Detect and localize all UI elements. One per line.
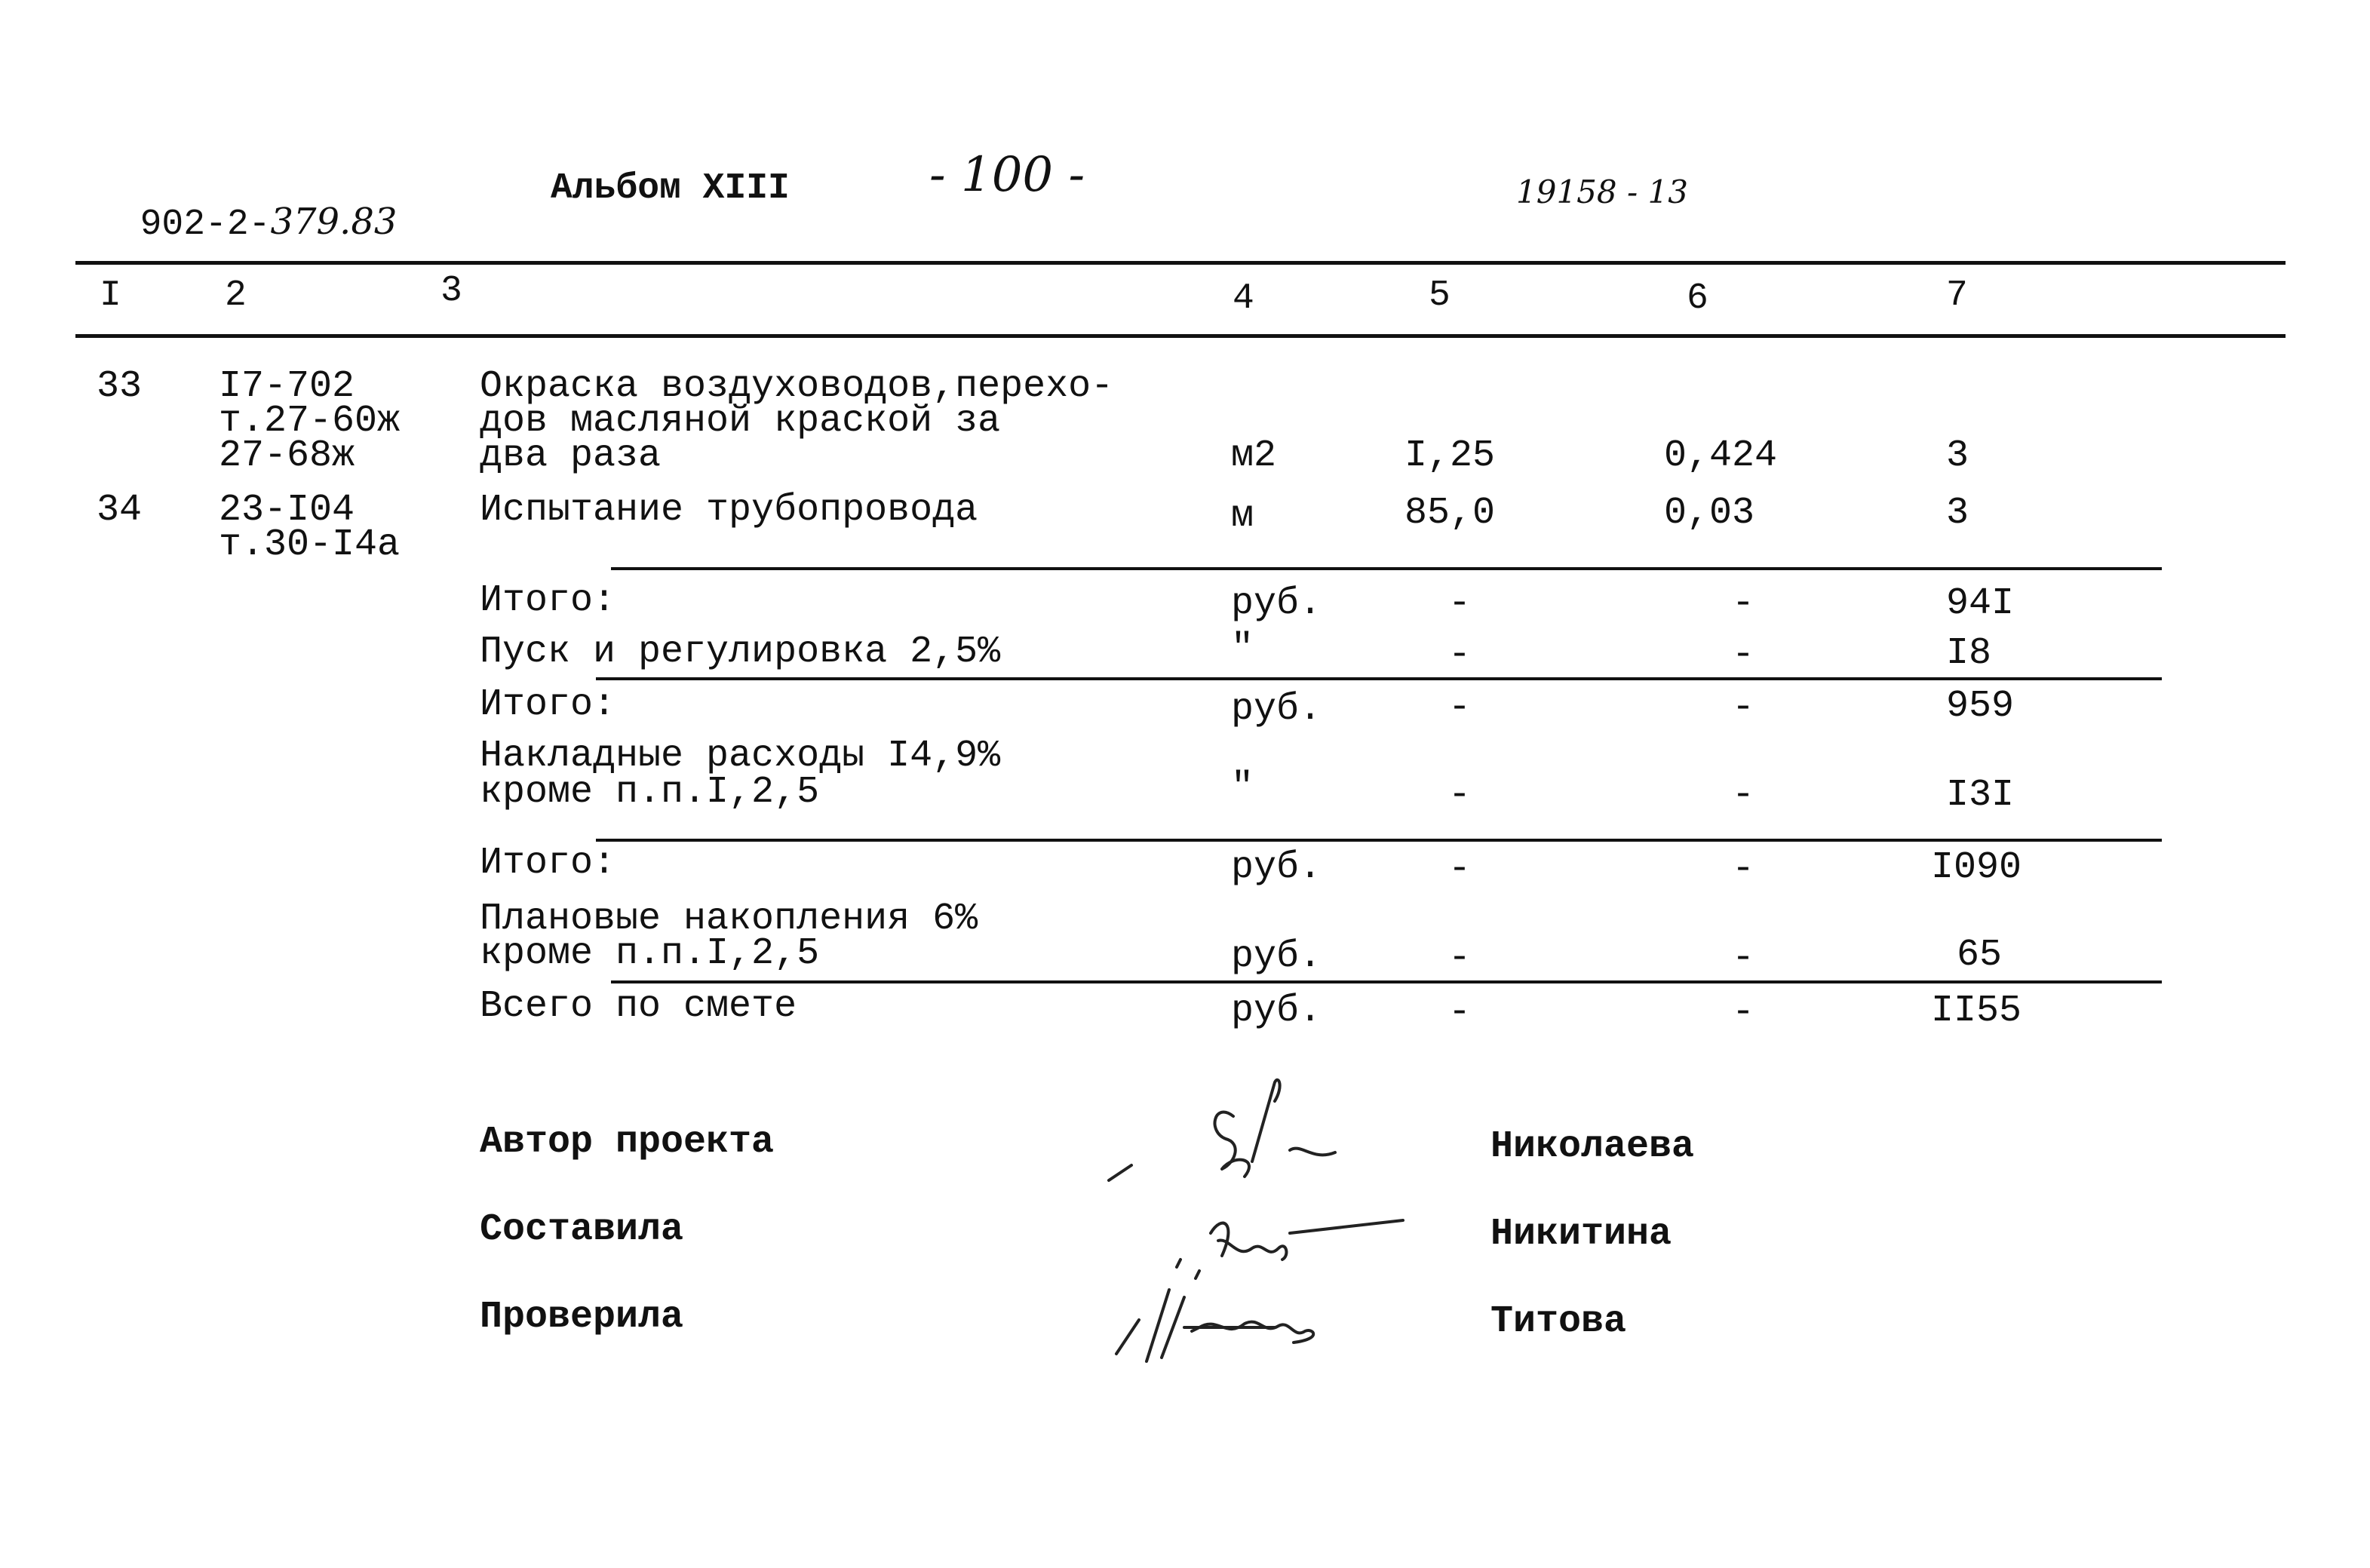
- item-total: 3: [1946, 434, 1969, 477]
- summary-col6: -: [1732, 774, 1755, 817]
- table-header-rule: [75, 334, 2286, 338]
- column-header-6: 6: [1687, 278, 1708, 319]
- signature-stroke: [1215, 1080, 1335, 1177]
- item-description-line: Окраска воздуховодов,перехо-: [480, 365, 1114, 408]
- signature-name: Никитина: [1490, 1213, 1672, 1256]
- column-header-7: 7: [1946, 275, 1968, 316]
- document-code-prefix: 902-2-: [140, 204, 271, 245]
- summary-total: 65: [1957, 934, 2003, 977]
- summary-label: Плановые накопления 6%: [480, 898, 978, 940]
- summary-label: Всего по смете: [480, 985, 797, 1028]
- summary-total: I3I: [1946, 774, 2015, 817]
- summary-unit: ": [1231, 628, 1254, 670]
- summary-label: Итого:: [480, 579, 616, 622]
- reference-number: 19158 - 13: [1516, 173, 1688, 210]
- summary-label: кроме п.п.I,2,5: [480, 771, 820, 814]
- summary-total: 959: [1946, 685, 2015, 728]
- summary-col6: -: [1732, 582, 1755, 625]
- signature-name: Николаева: [1490, 1125, 1695, 1168]
- summary-unit: руб.: [1231, 990, 1322, 1033]
- column-header-1: I: [100, 275, 121, 316]
- summary-unit: руб.: [1231, 582, 1322, 625]
- signature-stroke: [1109, 1165, 1131, 1180]
- item-quantity: I,25: [1405, 434, 1496, 477]
- summary-unit: руб.: [1231, 935, 1322, 978]
- item-unit: м: [1231, 495, 1254, 538]
- item-code-line: 23-I04: [219, 489, 355, 532]
- item-unit: м2: [1231, 434, 1277, 477]
- column-header-4: 4: [1233, 278, 1254, 319]
- column-header-3: 3: [441, 271, 462, 311]
- summary-total: II55: [1931, 990, 2022, 1033]
- summary-col5: -: [1448, 634, 1472, 677]
- item-number: 33: [97, 365, 143, 408]
- summary-col5: -: [1448, 774, 1472, 817]
- column-header-2: 2: [225, 275, 247, 316]
- summary-col6: -: [1732, 991, 1755, 1034]
- summary-col5: -: [1448, 686, 1472, 729]
- summary-unit: руб.: [1231, 688, 1322, 731]
- item-number: 34: [97, 489, 143, 532]
- handwritten-signatures: [1086, 1071, 1448, 1373]
- item-quantity: 85,0: [1405, 492, 1496, 535]
- column-header-5: 5: [1429, 275, 1451, 316]
- document-code: [97, 167, 397, 243]
- album-label: Альбом XIII: [551, 168, 790, 209]
- item-code-line: т.30-I4а: [219, 523, 401, 566]
- summary-label: Накладные расходы I4,9%: [480, 735, 1001, 778]
- summary-rule: [611, 567, 2162, 570]
- summary-label: Итого:: [480, 842, 616, 885]
- summary-total: I8: [1946, 632, 1992, 675]
- signature-stroke: [1211, 1220, 1403, 1260]
- summary-rule: [596, 839, 2162, 842]
- summary-label: Пуск и регулировка 2,5%: [480, 631, 1001, 674]
- item-code-line: 27-68ж: [219, 434, 355, 477]
- summary-col6: -: [1732, 634, 1755, 677]
- summary-col5: -: [1448, 582, 1472, 625]
- summary-col6: -: [1732, 937, 1755, 980]
- summary-col5: -: [1448, 991, 1472, 1034]
- signature-stroke: [1116, 1260, 1313, 1361]
- summary-col5: -: [1448, 937, 1472, 980]
- summary-unit: ": [1231, 766, 1254, 809]
- summary-col5: -: [1448, 848, 1472, 891]
- signature-role: Проверила: [480, 1296, 684, 1339]
- item-description-line: два раза: [480, 434, 662, 477]
- item-price: 0,424: [1664, 434, 1778, 477]
- summary-col6: -: [1732, 848, 1755, 891]
- page-number: - 100 -: [929, 147, 1085, 203]
- summary-total: I090: [1931, 846, 2022, 889]
- summary-label: кроме п.п.I,2,5: [480, 932, 820, 975]
- summary-rule: [611, 980, 2162, 983]
- signature-role: Автор проекта: [480, 1121, 775, 1164]
- document-code-handwritten: 379.83: [270, 201, 398, 243]
- table-top-rule: [75, 261, 2286, 265]
- summary-col6: -: [1732, 686, 1755, 729]
- summary-total: 94I: [1946, 582, 2015, 625]
- item-description-line: дов масляной краской за: [480, 400, 1001, 443]
- signature-role: Составила: [480, 1208, 684, 1251]
- summary-rule: [596, 677, 2162, 680]
- item-price: 0,03: [1664, 492, 1755, 535]
- item-code-line: I7-702: [219, 365, 355, 408]
- item-total: 3: [1946, 492, 1969, 535]
- signature-name: Титова: [1490, 1300, 1627, 1343]
- item-description-line: Испытание трубопровода: [480, 489, 978, 532]
- summary-unit: руб.: [1231, 846, 1322, 889]
- item-code-line: т.27-60ж: [219, 400, 401, 443]
- summary-label: Итого:: [480, 683, 616, 726]
